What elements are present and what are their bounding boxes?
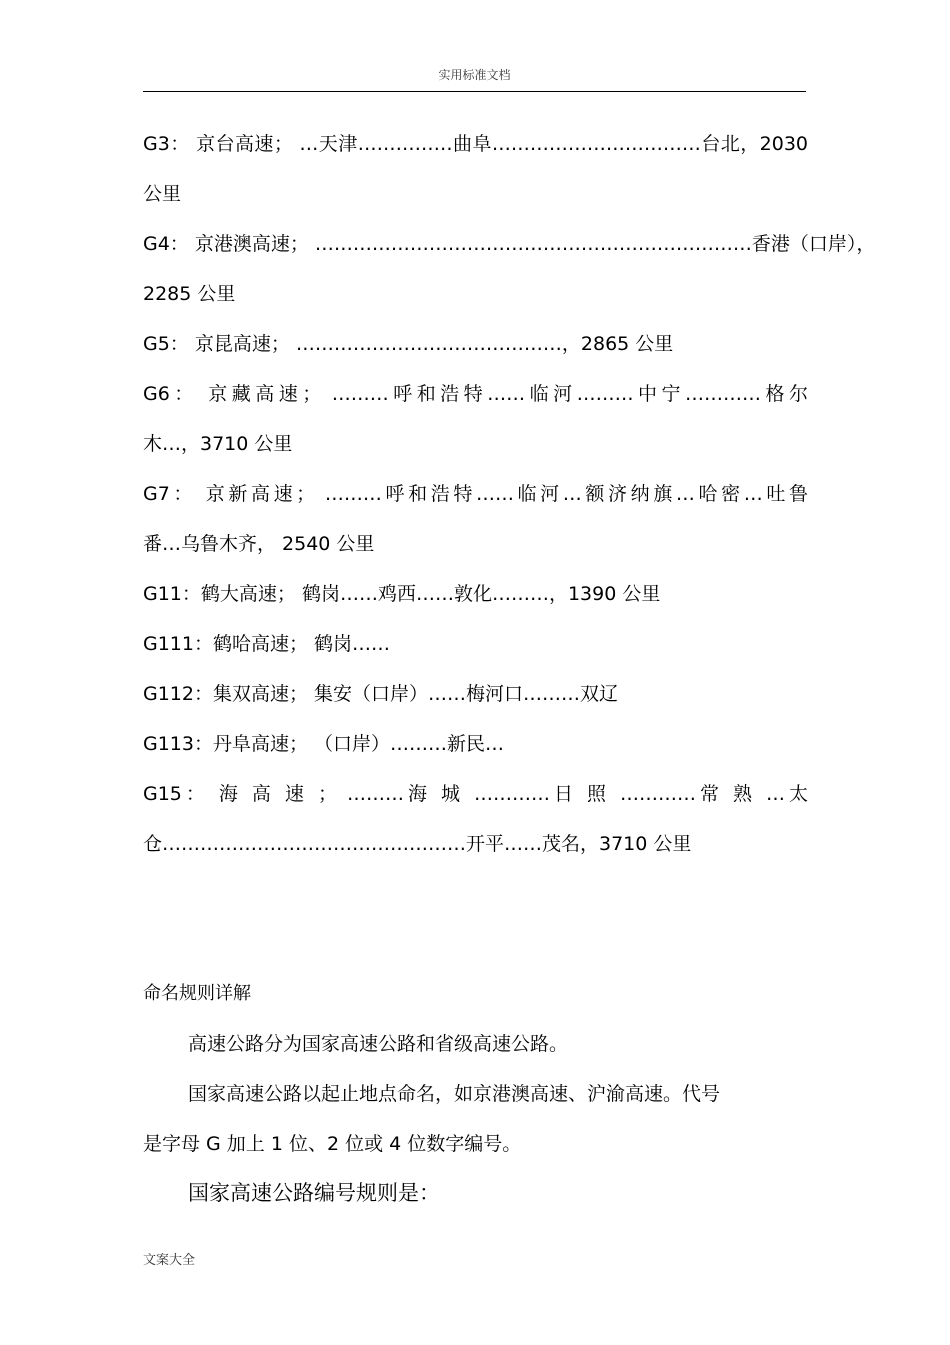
page-header: 实用标准文档	[438, 68, 511, 82]
route-g6-line-1: G6： 京藏高速； ………呼和浩特……临河………中宁…………格尔	[143, 383, 808, 405]
paragraph-2-line-2: 是字母 G 加上 1 位、2 位或 4 位数字编号。	[143, 1133, 522, 1155]
route-g3-line-2: 公里	[143, 183, 182, 205]
route-g5-line-1: G5： 京昆高速； ……………………………………，2865 公里	[143, 333, 674, 355]
paragraph-2-line-1: 国家高速公路以起止地点命名，如京港澳高速、沪渝高速。代号	[188, 1083, 721, 1105]
route-g112-line: G112：集双高速； 集安（口岸）……梅河口………双辽	[143, 683, 619, 705]
route-g6-line-2: 木…，3710 公里	[143, 433, 293, 455]
page-footer: 文案大全	[143, 1253, 196, 1268]
route-g3-line-1: G3： 京台高速； …天津……………曲阜……………………………台北，2030	[143, 133, 808, 155]
route-g11-line: G11：鹤大高速； 鹤岗……鸡西……敦化………，1390 公里	[143, 583, 661, 605]
route-g4-line-2: 2285 公里	[143, 283, 236, 305]
route-g7-line-1: G7： 京新高速； ………呼和浩特……临河…额济纳旗…哈密…吐鲁	[143, 483, 808, 505]
paragraph-1: 高速公路分为国家高速公路和省级高速公路。	[188, 1033, 569, 1055]
route-g4-line-1: G4： 京港澳高速； ……………………………………………………………香港（口岸），	[143, 233, 876, 255]
route-g15-line-2: 仓…………………………………………开平……茂名，3710 公里	[143, 833, 692, 855]
route-g7-line-2: 番…乌鲁木齐， 2540 公里	[143, 533, 375, 555]
route-g113-line: G113：丹阜高速； （口岸）………新民…	[143, 733, 505, 755]
section-heading: 命名规则详解	[143, 983, 251, 1004]
route-g111-line: G111：鹤哈高速； 鹤岗……	[143, 633, 391, 655]
header-divider	[143, 91, 806, 92]
route-g15-line-1: G15： 海 高 速 ； ………海 城 …………日 照 …………常 熟 …太	[143, 783, 808, 805]
paragraph-3: 国家高速公路编号规则是：	[188, 1181, 440, 1205]
